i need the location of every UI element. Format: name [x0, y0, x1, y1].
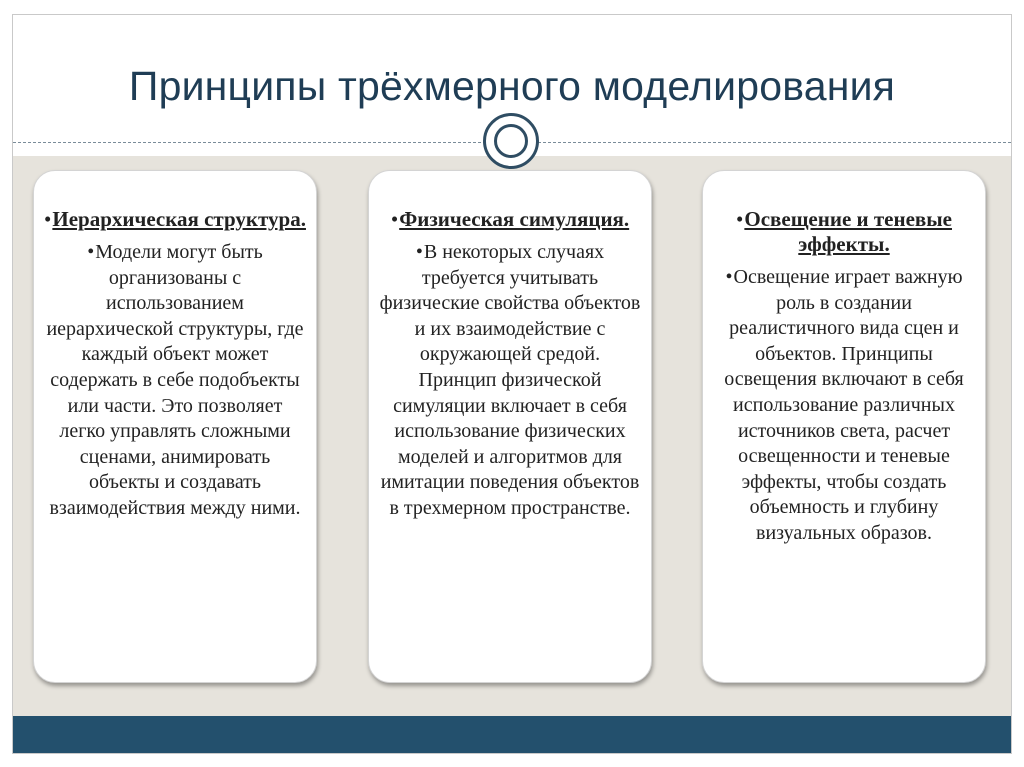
- bullet-icon: •: [725, 266, 733, 288]
- bullet-icon: •: [44, 207, 52, 231]
- card-body: [713, 265, 975, 547]
- card-hierarchy: [33, 170, 317, 683]
- card-heading: [44, 207, 306, 232]
- card-heading-text: Иерархическая структура.: [52, 207, 306, 231]
- card-heading-text: Освещение и теневые эффекты.: [744, 207, 952, 256]
- bullet-icon: •: [390, 207, 399, 231]
- card-heading: [379, 207, 641, 232]
- circle-ornament-inner: [494, 124, 528, 158]
- bullet-icon: •: [415, 241, 423, 263]
- card-heading: [713, 207, 975, 257]
- slide-title: Принципы трёхмерного моделирования: [128, 63, 896, 109]
- card-heading-text: Физическая симуляция.: [399, 207, 630, 231]
- card-body-text: В некоторых случаях требуется учитывать физические свойства объектов и их взаимодействие с окружающей средой. Принцип физической симуляции включает в себя использование физических моделей и алгоритмов для имитации поведения объектов в трехмерном пространстве.: [379, 241, 641, 519]
- card-physics: [368, 170, 652, 683]
- circle-ornament-icon: [483, 113, 539, 169]
- card-body-text: Модели могут быть организованы с использованием иерархической структуры, где каждый объект может содержать в себе подобъекты или части. Это позволяет легко управлять сложными сценами, анимировать объекты и создавать взаимодействия между ними.: [46, 241, 304, 519]
- card-body: [44, 240, 306, 522]
- card-body: [379, 240, 641, 522]
- card-lighting: [702, 170, 986, 683]
- bullet-icon: •: [87, 241, 95, 263]
- footer-bar: [13, 716, 1011, 753]
- card-body-text: Освещение играет важную роль в создании реалистичного вида сцен и объектов. Принципы освещения включают в себя использование различных источников света, расчет освещенности и теневые эффекты, чтобы создать объемность и глубину визуальных образов.: [724, 266, 964, 544]
- bullet-icon: •: [736, 207, 744, 231]
